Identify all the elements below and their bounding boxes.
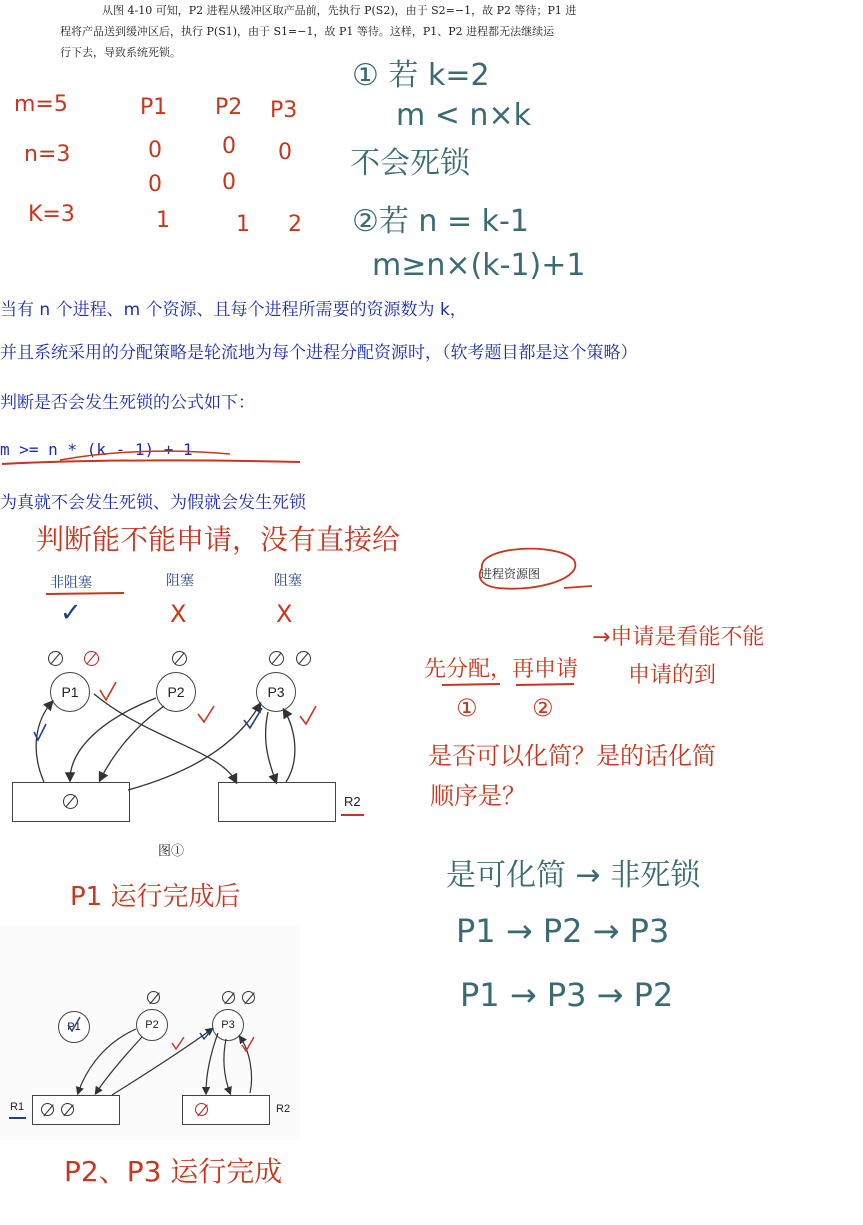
process-node-p2: P2: [136, 1009, 168, 1041]
table-header-p2: P2: [215, 95, 243, 120]
formula-underline: [0, 440, 310, 470]
case2-formula: m≥n×(k-1)+1: [372, 248, 586, 283]
paragraph-line-2: 程将产品送到缓冲区后，执行 P(S1)，由于 S1=−1，故 P1 等待。这样，P1、P2 进程都无法继续运: [60, 25, 555, 38]
deadlock-formula: m >= n * (k - 1) + 1: [0, 440, 193, 459]
arrow-note-1: →申请是看能不能: [592, 625, 765, 650]
figure-1: [0, 640, 380, 870]
order-1: P1 → P2 → P3: [456, 912, 670, 950]
r1-label: R1: [10, 1101, 25, 1113]
fig2-edges: [0, 925, 300, 1140]
process-node-p3: P3: [212, 1009, 244, 1041]
simplify-result: [446, 850, 700, 894]
step-2-marker: ②: [532, 694, 554, 722]
process-node-p3: P3: [256, 672, 296, 712]
table-header-p1: P1: [140, 95, 168, 120]
fig1-mark-p2: X: [170, 600, 187, 628]
note-m: m=5: [14, 92, 68, 117]
r2-label: R2: [344, 794, 361, 809]
figure-1-caption: 图①: [158, 843, 185, 858]
fig1-mark-p1: ✓: [60, 598, 82, 628]
arrow-note-2: 申请的到: [628, 663, 717, 688]
rule-line-2: 并且系统采用的分配策略是轮流地为每个进程分配资源时，（软考题目都是这个策略）: [0, 343, 638, 363]
table-cell: 0: [222, 170, 236, 195]
rule-line-1: 当有 n 个进程、m 个资源、且每个进程所需要的资源数为 k，: [0, 300, 467, 320]
table-header-p3: P3: [270, 98, 298, 123]
table-cell: 0: [278, 140, 292, 165]
figure-2-footer: P2、P3 运行完成: [64, 1155, 283, 1188]
question-1: 是否可以化简？是的话化简: [428, 742, 716, 770]
process-node-p1: P1: [58, 1011, 90, 1043]
table-cell: 0: [148, 138, 162, 163]
fig1-status-p2: 阻塞: [166, 573, 194, 589]
figure-2-title: P1 运行完成后: [70, 882, 241, 912]
process-node-p2: P2: [156, 672, 196, 712]
fig1-edges: [0, 640, 380, 840]
case1-inequality: m < n×k: [396, 98, 531, 133]
graph-label-circle: [468, 538, 598, 598]
rule-line-3: 判断是否会发生死锁的公式如下：: [0, 393, 255, 413]
fig1-mark-p3: X: [276, 600, 293, 628]
textbook-paragraph: [60, 0, 620, 63]
paragraph-line-1: 从图 4-10 可知，P2 进程从缓冲区取产品前，先执行 P(S2)，由于 S2=−1，故 P2 等待；P1 进: [102, 4, 577, 17]
steps-underline: [440, 680, 580, 690]
fig1-status-p3: 阻塞: [274, 573, 302, 589]
process-node-p1: P1: [50, 672, 90, 712]
table-cell: 0: [148, 172, 162, 197]
r2-label: R2: [276, 1103, 291, 1115]
table-cell: 1: [156, 208, 170, 233]
rule-line-4: 为真就不会发生死锁、为假就会发生死锁: [0, 493, 306, 513]
note-k: K=3: [28, 202, 75, 227]
steps-note: 先分配，再申请: [424, 657, 579, 682]
case1-note: ① 若 k=2: [352, 58, 490, 93]
note-n: n=3: [24, 142, 71, 167]
case2-note: ②若 n = k-1: [352, 204, 529, 239]
graph-label: 进程资源图: [480, 567, 541, 581]
table-cell: 1: [236, 212, 250, 237]
paragraph-line-3: 行下去，导致系统死锁。: [60, 46, 181, 59]
case1-result: 不会死锁: [350, 146, 470, 181]
question-2: 顺序是？: [430, 782, 526, 810]
fig1-status-p1: 非阻塞: [50, 575, 92, 591]
table-cell: 2: [288, 212, 302, 237]
figure-2: [0, 925, 300, 1140]
order-2: P1 → P3 → P2: [460, 976, 674, 1014]
simplify-text: 是可化简 → 非死锁: [446, 858, 701, 893]
fig1-status-underline: [44, 588, 128, 598]
step-1-marker: ①: [456, 694, 478, 722]
table-cell: 0: [222, 134, 236, 159]
judge-note: 判断能不能申请，没有直接给: [36, 523, 401, 556]
